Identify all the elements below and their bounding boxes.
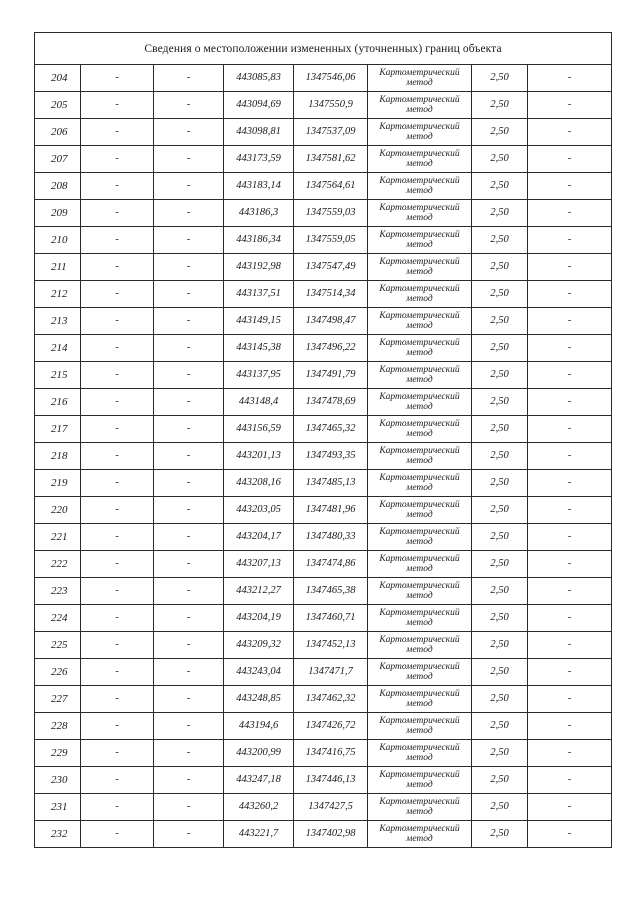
accuracy-cell: 2,50 — [472, 92, 528, 119]
method-cell: Картометрический метод — [368, 632, 472, 659]
description-cell: - — [528, 524, 612, 551]
accuracy-cell: 2,50 — [472, 686, 528, 713]
description-cell: - — [528, 767, 612, 794]
table-row — [35, 65, 612, 92]
description-cell: - — [528, 470, 612, 497]
old-x-cell: - — [81, 821, 154, 848]
new-x-cell: 443098,81 — [224, 119, 294, 146]
method-cell: Картометрический метод — [368, 119, 472, 146]
point-number-cell: 229 — [35, 740, 81, 767]
table-row — [35, 551, 612, 578]
description-cell: - — [528, 551, 612, 578]
point-number-cell: 211 — [35, 254, 81, 281]
new-x-cell: 443204,17 — [224, 524, 294, 551]
table-row — [35, 497, 612, 524]
method-cell: Картометрический метод — [368, 470, 472, 497]
new-x-cell: 443247,18 — [224, 767, 294, 794]
table-row — [35, 578, 612, 605]
new-x-cell: 443183,14 — [224, 173, 294, 200]
old-y-cell: - — [154, 767, 224, 794]
old-y-cell: - — [154, 524, 224, 551]
point-number-cell: 216 — [35, 389, 81, 416]
old-y-cell: - — [154, 308, 224, 335]
point-number-cell: 225 — [35, 632, 81, 659]
old-x-cell: - — [81, 578, 154, 605]
table-row — [35, 119, 612, 146]
old-y-cell: - — [154, 632, 224, 659]
old-y-cell: - — [154, 281, 224, 308]
table-row — [35, 659, 612, 686]
point-number-cell: 232 — [35, 821, 81, 848]
new-x-cell: 443243,04 — [224, 659, 294, 686]
description-cell: - — [528, 119, 612, 146]
point-number-cell: 226 — [35, 659, 81, 686]
accuracy-cell: 2,50 — [472, 713, 528, 740]
description-cell: - — [528, 335, 612, 362]
accuracy-cell: 2,50 — [472, 146, 528, 173]
new-x-cell: 443192,98 — [224, 254, 294, 281]
description-cell: - — [528, 416, 612, 443]
point-number-cell: 217 — [35, 416, 81, 443]
point-number-cell: 205 — [35, 92, 81, 119]
accuracy-cell: 2,50 — [472, 389, 528, 416]
accuracy-cell: 2,50 — [472, 632, 528, 659]
description-cell: - — [528, 740, 612, 767]
table-row — [35, 443, 612, 470]
new-y-cell: 1347559,03 — [294, 200, 368, 227]
method-cell: Картометрический метод — [368, 65, 472, 92]
new-x-cell: 443194,6 — [224, 713, 294, 740]
method-cell: Картометрический метод — [368, 146, 472, 173]
new-x-cell: 443173,59 — [224, 146, 294, 173]
new-x-cell: 443156,59 — [224, 416, 294, 443]
old-y-cell: - — [154, 605, 224, 632]
point-number-cell: 218 — [35, 443, 81, 470]
accuracy-cell: 2,50 — [472, 443, 528, 470]
new-x-cell: 443186,34 — [224, 227, 294, 254]
old-y-cell: - — [154, 254, 224, 281]
method-cell: Картометрический метод — [368, 389, 472, 416]
new-x-cell: 443200,99 — [224, 740, 294, 767]
method-cell: Картометрический метод — [368, 335, 472, 362]
accuracy-cell: 2,50 — [472, 227, 528, 254]
new-y-cell: 1347460,71 — [294, 605, 368, 632]
description-cell: - — [528, 389, 612, 416]
old-x-cell: - — [81, 605, 154, 632]
description-cell: - — [528, 497, 612, 524]
old-y-cell: - — [154, 443, 224, 470]
old-y-cell: - — [154, 389, 224, 416]
old-x-cell: - — [81, 362, 154, 389]
table-row — [35, 173, 612, 200]
table-row — [35, 416, 612, 443]
old-y-cell: - — [154, 659, 224, 686]
point-number-cell: 227 — [35, 686, 81, 713]
point-number-cell: 228 — [35, 713, 81, 740]
point-number-cell: 231 — [35, 794, 81, 821]
accuracy-cell: 2,50 — [472, 551, 528, 578]
new-x-cell: 443148,4 — [224, 389, 294, 416]
new-x-cell: 443260,2 — [224, 794, 294, 821]
accuracy-cell: 2,50 — [472, 416, 528, 443]
old-x-cell: - — [81, 119, 154, 146]
old-x-cell: - — [81, 200, 154, 227]
old-x-cell: - — [81, 767, 154, 794]
accuracy-cell: 2,50 — [472, 821, 528, 848]
old-y-cell: - — [154, 146, 224, 173]
accuracy-cell: 2,50 — [472, 659, 528, 686]
old-y-cell: - — [154, 713, 224, 740]
new-y-cell: 1347491,79 — [294, 362, 368, 389]
old-y-cell: - — [154, 497, 224, 524]
table-row — [35, 470, 612, 497]
new-y-cell: 1347546,06 — [294, 65, 368, 92]
new-x-cell: 443208,16 — [224, 470, 294, 497]
boundary-coordinates-table — [34, 32, 612, 848]
method-cell: Картометрический метод — [368, 497, 472, 524]
accuracy-cell: 2,50 — [472, 578, 528, 605]
method-cell: Картометрический метод — [368, 173, 472, 200]
description-cell: - — [528, 794, 612, 821]
description-cell: - — [528, 146, 612, 173]
new-y-cell: 1347452,13 — [294, 632, 368, 659]
point-number-cell: 219 — [35, 470, 81, 497]
description-cell: - — [528, 659, 612, 686]
point-number-cell: 210 — [35, 227, 81, 254]
table-row — [35, 713, 612, 740]
description-cell: - — [528, 605, 612, 632]
new-y-cell: 1347426,72 — [294, 713, 368, 740]
table-row — [35, 389, 612, 416]
new-x-cell: 443248,85 — [224, 686, 294, 713]
new-y-cell: 1347465,38 — [294, 578, 368, 605]
accuracy-cell: 2,50 — [472, 281, 528, 308]
new-y-cell: 1347559,05 — [294, 227, 368, 254]
new-y-cell: 1347402,98 — [294, 821, 368, 848]
old-y-cell: - — [154, 92, 224, 119]
point-number-cell: 207 — [35, 146, 81, 173]
new-y-cell: 1347427,5 — [294, 794, 368, 821]
point-number-cell: 209 — [35, 200, 81, 227]
description-cell: - — [528, 281, 612, 308]
accuracy-cell: 2,50 — [472, 200, 528, 227]
method-cell: Картометрический метод — [368, 578, 472, 605]
table-row — [35, 605, 612, 632]
old-x-cell: - — [81, 281, 154, 308]
old-y-cell: - — [154, 551, 224, 578]
new-y-cell: 1347493,35 — [294, 443, 368, 470]
table-row — [35, 767, 612, 794]
table-row — [35, 821, 612, 848]
old-y-cell: - — [154, 173, 224, 200]
new-x-cell: 443149,15 — [224, 308, 294, 335]
point-number-cell: 214 — [35, 335, 81, 362]
old-y-cell: - — [154, 65, 224, 92]
new-y-cell: 1347478,69 — [294, 389, 368, 416]
new-x-cell: 443085,83 — [224, 65, 294, 92]
old-x-cell: - — [81, 335, 154, 362]
method-cell: Картометрический метод — [368, 362, 472, 389]
accuracy-cell: 2,50 — [472, 470, 528, 497]
method-cell: Картометрический метод — [368, 308, 472, 335]
new-y-cell: 1347474,86 — [294, 551, 368, 578]
method-cell: Картометрический метод — [368, 524, 472, 551]
new-x-cell: 443209,32 — [224, 632, 294, 659]
old-y-cell: - — [154, 362, 224, 389]
new-y-cell: 1347564,61 — [294, 173, 368, 200]
new-y-cell: 1347481,96 — [294, 497, 368, 524]
accuracy-cell: 2,50 — [472, 254, 528, 281]
method-cell: Картометрический метод — [368, 92, 472, 119]
accuracy-cell: 2,50 — [472, 119, 528, 146]
old-y-cell: - — [154, 686, 224, 713]
new-y-cell: 1347446,13 — [294, 767, 368, 794]
table-row — [35, 362, 612, 389]
table-row — [35, 92, 612, 119]
method-cell: Картометрический метод — [368, 821, 472, 848]
new-y-cell: 1347498,47 — [294, 308, 368, 335]
new-x-cell: 443137,51 — [224, 281, 294, 308]
description-cell: - — [528, 227, 612, 254]
old-x-cell: - — [81, 92, 154, 119]
new-y-cell: 1347496,22 — [294, 335, 368, 362]
new-y-cell: 1347416,75 — [294, 740, 368, 767]
description-cell: - — [528, 200, 612, 227]
document-page — [34, 32, 611, 848]
method-cell: Картометрический метод — [368, 443, 472, 470]
accuracy-cell: 2,50 — [472, 308, 528, 335]
point-number-cell: 212 — [35, 281, 81, 308]
method-cell: Картометрический метод — [368, 281, 472, 308]
old-y-cell: - — [154, 821, 224, 848]
accuracy-cell: 2,50 — [472, 740, 528, 767]
new-y-cell: 1347581,62 — [294, 146, 368, 173]
new-x-cell: 443221,7 — [224, 821, 294, 848]
description-cell: - — [528, 92, 612, 119]
old-x-cell: - — [81, 551, 154, 578]
accuracy-cell: 2,50 — [472, 794, 528, 821]
new-y-cell: 1347471,7 — [294, 659, 368, 686]
old-x-cell: - — [81, 686, 154, 713]
point-number-cell: 204 — [35, 65, 81, 92]
method-cell: Картометрический метод — [368, 740, 472, 767]
new-x-cell: 443145,38 — [224, 335, 294, 362]
point-number-cell: 224 — [35, 605, 81, 632]
description-cell: - — [528, 173, 612, 200]
point-number-cell: 213 — [35, 308, 81, 335]
description-cell: - — [528, 254, 612, 281]
new-x-cell: 443203,05 — [224, 497, 294, 524]
method-cell: Картометрический метод — [368, 605, 472, 632]
description-cell: - — [528, 362, 612, 389]
new-y-cell: 1347485,13 — [294, 470, 368, 497]
method-cell: Картометрический метод — [368, 551, 472, 578]
description-cell: - — [528, 443, 612, 470]
accuracy-cell: 2,50 — [472, 335, 528, 362]
old-y-cell: - — [154, 740, 224, 767]
accuracy-cell: 2,50 — [472, 605, 528, 632]
table-row — [35, 740, 612, 767]
old-x-cell: - — [81, 65, 154, 92]
old-x-cell: - — [81, 416, 154, 443]
new-x-cell: 443094,69 — [224, 92, 294, 119]
old-y-cell: - — [154, 578, 224, 605]
point-number-cell: 220 — [35, 497, 81, 524]
new-y-cell: 1347462,32 — [294, 686, 368, 713]
old-x-cell: - — [81, 146, 154, 173]
new-y-cell: 1347550,9 — [294, 92, 368, 119]
point-number-cell: 221 — [35, 524, 81, 551]
old-y-cell: - — [154, 200, 224, 227]
accuracy-cell: 2,50 — [472, 497, 528, 524]
new-y-cell: 1347547,49 — [294, 254, 368, 281]
table-row — [35, 308, 612, 335]
old-x-cell: - — [81, 713, 154, 740]
table-row — [35, 794, 612, 821]
table-row — [35, 632, 612, 659]
new-x-cell: 443137,95 — [224, 362, 294, 389]
accuracy-cell: 2,50 — [472, 65, 528, 92]
old-x-cell: - — [81, 443, 154, 470]
description-cell: - — [528, 308, 612, 335]
point-number-cell: 206 — [35, 119, 81, 146]
old-x-cell: - — [81, 659, 154, 686]
old-x-cell: - — [81, 389, 154, 416]
new-x-cell: 443207,13 — [224, 551, 294, 578]
description-cell: - — [528, 632, 612, 659]
description-cell: - — [528, 686, 612, 713]
table-header-row — [35, 33, 612, 65]
point-number-cell: 223 — [35, 578, 81, 605]
new-x-cell: 443201,13 — [224, 443, 294, 470]
old-x-cell: - — [81, 173, 154, 200]
old-y-cell: - — [154, 335, 224, 362]
old-y-cell: - — [154, 470, 224, 497]
old-y-cell: - — [154, 416, 224, 443]
old-y-cell: - — [154, 794, 224, 821]
point-number-cell: 215 — [35, 362, 81, 389]
description-cell: - — [528, 821, 612, 848]
method-cell: Картометрический метод — [368, 659, 472, 686]
method-cell: Картометрический метод — [368, 794, 472, 821]
new-x-cell: 443212,27 — [224, 578, 294, 605]
old-x-cell: - — [81, 308, 154, 335]
description-cell: - — [528, 578, 612, 605]
point-number-cell: 230 — [35, 767, 81, 794]
method-cell: Картометрический метод — [368, 767, 472, 794]
old-x-cell: - — [81, 470, 154, 497]
table-row — [35, 686, 612, 713]
description-cell: - — [528, 713, 612, 740]
description-cell: - — [528, 65, 612, 92]
method-cell: Картометрический метод — [368, 200, 472, 227]
table-row — [35, 335, 612, 362]
new-y-cell: 1347480,33 — [294, 524, 368, 551]
table-row — [35, 281, 612, 308]
old-x-cell: - — [81, 740, 154, 767]
new-y-cell: 1347465,32 — [294, 416, 368, 443]
method-cell: Картометрический метод — [368, 227, 472, 254]
old-x-cell: - — [81, 254, 154, 281]
method-cell: Картометрический метод — [368, 686, 472, 713]
old-x-cell: - — [81, 227, 154, 254]
accuracy-cell: 2,50 — [472, 362, 528, 389]
new-y-cell: 1347537,09 — [294, 119, 368, 146]
old-x-cell: - — [81, 524, 154, 551]
old-x-cell: - — [81, 497, 154, 524]
accuracy-cell: 2,50 — [472, 524, 528, 551]
old-x-cell: - — [81, 632, 154, 659]
new-x-cell: 443186,3 — [224, 200, 294, 227]
new-x-cell: 443204,19 — [224, 605, 294, 632]
point-number-cell: 222 — [35, 551, 81, 578]
table-row — [35, 254, 612, 281]
table-row — [35, 200, 612, 227]
new-y-cell: 1347514,34 — [294, 281, 368, 308]
method-cell: Картометрический метод — [368, 254, 472, 281]
method-cell: Картометрический метод — [368, 713, 472, 740]
old-y-cell: - — [154, 119, 224, 146]
table-row — [35, 227, 612, 254]
accuracy-cell: 2,50 — [472, 173, 528, 200]
table-title: Сведения о местоположении измененных (уточненных) границ объекта — [35, 33, 612, 65]
point-number-cell: 208 — [35, 173, 81, 200]
table-row — [35, 524, 612, 551]
method-cell: Картометрический метод — [368, 416, 472, 443]
table-row — [35, 146, 612, 173]
old-y-cell: - — [154, 227, 224, 254]
old-x-cell: - — [81, 794, 154, 821]
accuracy-cell: 2,50 — [472, 767, 528, 794]
